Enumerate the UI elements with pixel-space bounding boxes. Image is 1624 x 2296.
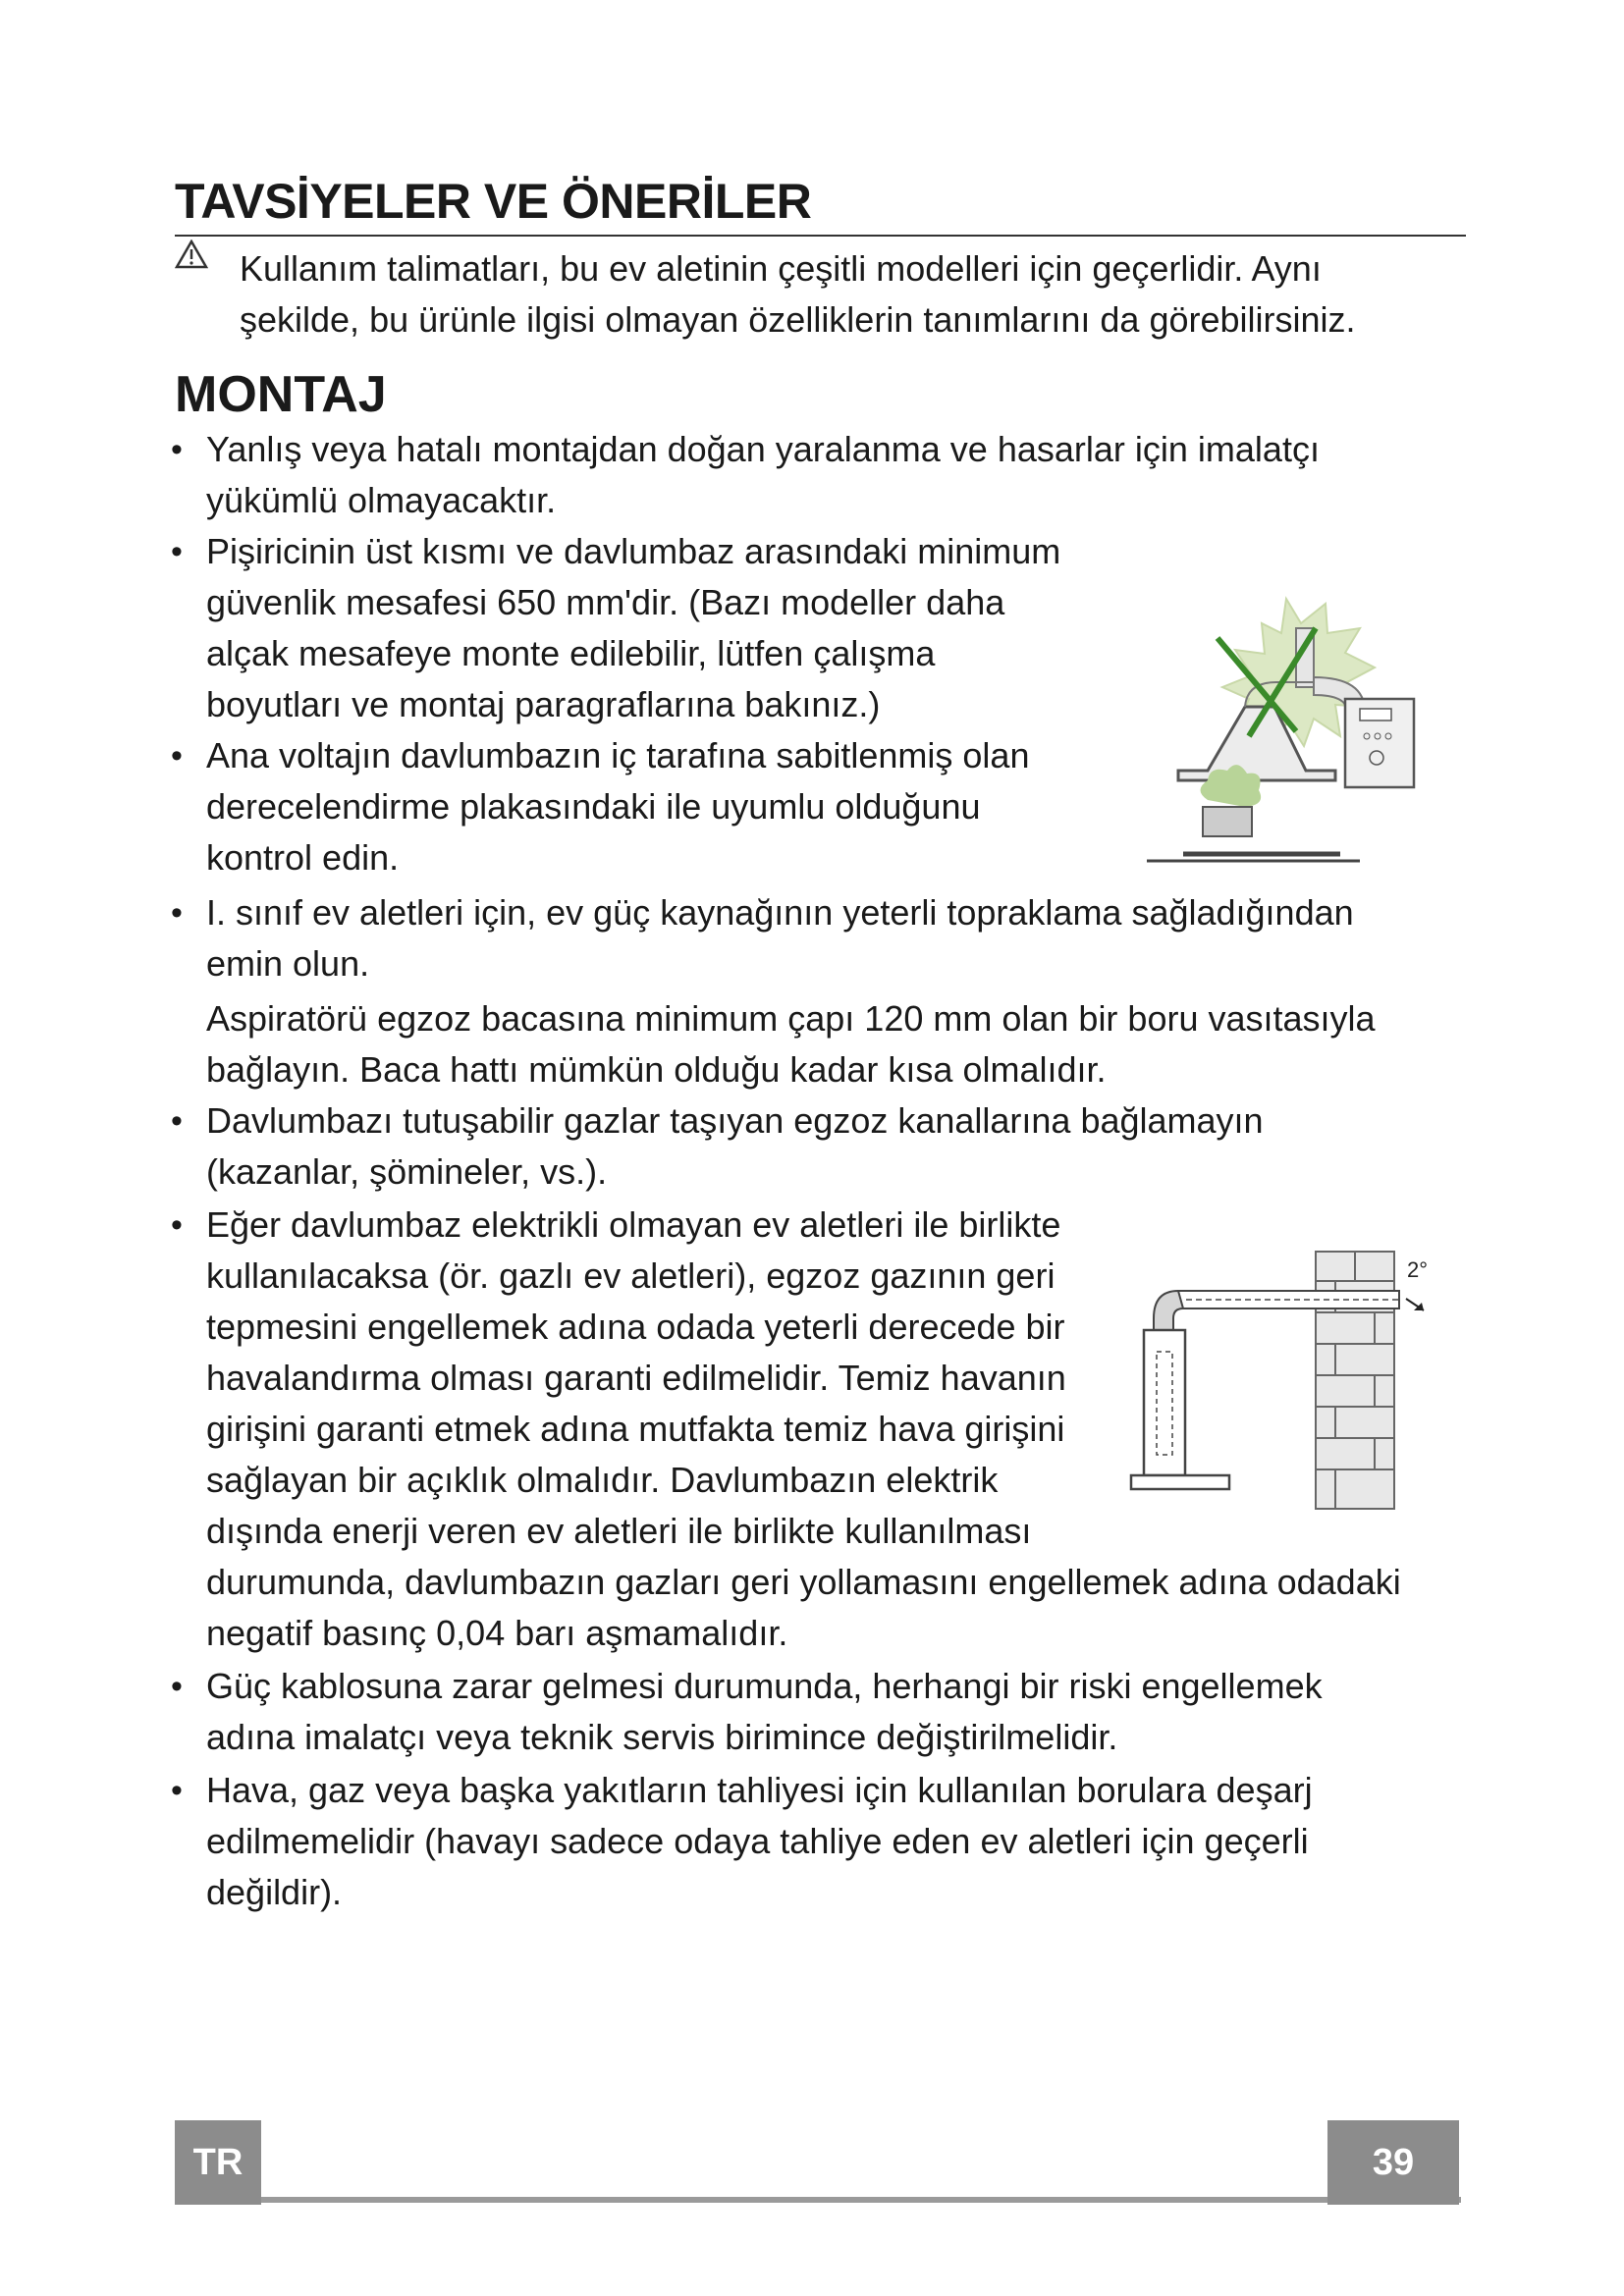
text-line: derecelendirme plakasındaki ile uyumlu olduğunu (206, 786, 981, 827)
bullet-marker: • (171, 431, 183, 468)
pipe-elbow (1154, 1291, 1183, 1330)
intro-line: Kullanım talimatları, bu ev aletinin çeşitli modelleri için geçerlidir. Aynı (240, 248, 1322, 289)
bullet-marker: • (171, 533, 183, 570)
bullet-marker: • (171, 1668, 183, 1705)
text-line: yükümlü olmayacaktır. (206, 480, 557, 520)
text-line: durumunda, davlumbazın gazları geri yollamasını engellemek adına odadaki (206, 1562, 1401, 1602)
bullet-marker: • (171, 894, 183, 932)
text-line: havalandırma olması garanti edilmelidir. Temiz havanın (206, 1358, 1066, 1398)
text-line: I. sınıf ev aletleri için, ev güç kaynağının yeterli topraklama sağladığından (206, 892, 1354, 933)
warning-icon (175, 240, 208, 269)
bullet-marker: • (171, 737, 183, 774)
text-line: negatif basınç 0,04 barı aşmamalıdır. (206, 1613, 788, 1653)
text-line: emin olun. (206, 943, 370, 984)
cooking-pot (1203, 807, 1252, 836)
text-line: kullanılacaksa (ör. gazlı ev aletleri), egzoz gazının geri (206, 1255, 1056, 1296)
hood-canopy (1131, 1475, 1229, 1489)
text-line: Davlumbazı tutuşabilir gazlar taşıyan egzoz kanallarına bağlamayın (206, 1100, 1264, 1141)
text-line: Aspiratörü egzoz bacasına minimum çapı 120 mm olan bir boru vasıtasıyla (206, 998, 1376, 1039)
text-line: kontrol edin. (206, 837, 400, 878)
text-line: Pişiricinin üst kısmı ve davlumbaz arasındaki minimum (206, 531, 1061, 571)
text-line: tepmesini engellemek adına odada yeterli derecede bir (206, 1307, 1065, 1347)
text-line: güvenlik mesafesi 650 mm'dir. (Bazı modeller daha (206, 582, 1005, 622)
title-divider (175, 235, 1466, 237)
section-title-montaj: MONTAJ (175, 366, 387, 423)
text-line: bağlayın. Baca hattı mümkün olduğu kadar kısa olmalıdır. (206, 1049, 1107, 1090)
bullet-marker: • (171, 1772, 183, 1809)
footer-rule (175, 2197, 1461, 2203)
text-line: girişini garanti etmek adına mutfakta temiz hava girişini (206, 1409, 1065, 1449)
page-number: 39 (1327, 2120, 1459, 2205)
text-line: sağlayan bir açıklık olmalıdır. Davlumbazın elektrik (206, 1460, 999, 1500)
text-line: dışında enerji veren ev aletleri ile birlikte kullanılması (206, 1511, 1032, 1551)
bullet-marker: • (171, 1206, 183, 1244)
text-line: Yanlış veya hatalı montajdan doğan yaralanma ve hasarlar için imalatçı (206, 429, 1320, 469)
text-line: edilmemelidir (havayı sadece odaya tahliye eden ev aletleri için geçerli (206, 1821, 1309, 1861)
section-title: TAVSİYELER VE ÖNERİLER (175, 174, 812, 229)
text-line: adına imalatçı veya teknik servis birimince değiştirilmelidir. (206, 1717, 1118, 1757)
angle-label: 2° (1407, 1257, 1429, 1282)
text-line: boyutları ve montaj paragraflarına bakınız.) (206, 684, 881, 724)
hood-chimney (1144, 1330, 1185, 1475)
bullet-marker: • (171, 1102, 183, 1140)
text-line: (kazanlar, şömineler, vs.). (206, 1151, 608, 1192)
text-line: değildir). (206, 1872, 343, 1912)
language-badge: TR (175, 2120, 261, 2205)
text-line: alçak mesafeye monte edilebilir, lütfen çalışma (206, 633, 936, 673)
duct-slope-illustration (1129, 1242, 1443, 1512)
boiler-display (1360, 709, 1391, 721)
text-line: Ana voltajın davlumbazın iç tarafına sabitlenmiş olan (206, 735, 1030, 775)
intro-text (240, 243, 1457, 346)
text-line: Hava, gaz veya başka yakıtların tahliyesi için kullanılan borulara deşarj (206, 1770, 1313, 1810)
text-line: Eğer davlumbaz elektrikli olmayan ev aletleri ile birlikte (206, 1204, 1061, 1245)
hood-warning-illustration (1139, 589, 1424, 864)
intro-line: şekilde, bu ürünle ilgisi olmayan özelliklerin tanımlarını da görebilirsiniz. (240, 299, 1356, 340)
text-line: Güç kablosuna zarar gelmesi durumunda, herhangi bir riski engellemek (206, 1666, 1323, 1706)
